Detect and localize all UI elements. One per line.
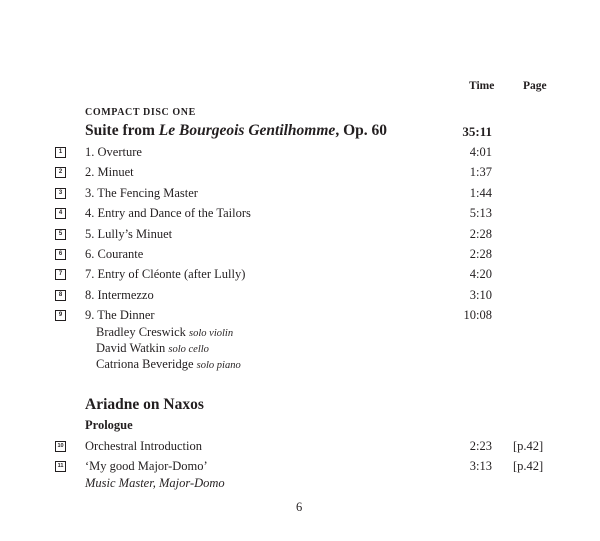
track-number-badge: 9 [55,310,66,321]
track-time: 1:37 [469,165,492,180]
track-number-badge: 11 [55,461,66,472]
suite-suffix: , Op. 60 [335,122,387,139]
track-title: 3. The Fencing Master [85,185,198,200]
performer-name: David Watkin [96,341,166,355]
track-title: 5. Lully’s Minuet [85,226,173,241]
track-number-badge: 7 [55,269,66,280]
performer-role: solo piano [196,360,241,371]
track-roles: Music Master, Major-Domo [85,476,225,490]
track-title: 8. Intermezzo [85,287,154,302]
page-number: 6 [296,500,303,514]
time-column-header: Time [469,80,495,92]
performer-role: solo violin [189,328,234,339]
track-time: 2:23 [469,439,492,453]
track-number-badge: 8 [55,290,66,301]
suite-work-title: Le Bourgeois Gentilhomme [158,122,336,139]
track-time: 5:13 [469,206,492,221]
track-number-badge: 3 [55,188,66,199]
track-number-badge: 5 [55,229,66,240]
performer-role: solo cello [168,344,209,355]
performer-name: Bradley Creswick [96,325,186,339]
opera-title: Ariadne on Naxos [85,396,204,413]
performer [96,341,209,356]
track-title: 6. Courante [85,247,144,261]
track-time: 10:08 [463,308,492,323]
section-heading: Prologue [85,418,133,432]
track-number-badge: 2 [55,167,66,178]
track-time: 3:13 [469,459,492,473]
track-title: Orchestral Introduction [85,439,202,453]
suite-title [85,122,387,140]
track-title: ‘My good Major-Domo’ [85,459,208,473]
track-page-ref: [p.42] [513,459,544,473]
performer [96,357,241,372]
page-column-header: Page [523,80,547,92]
track-title: 2. Minuet [85,165,134,180]
performer-name: Catriona Beveridge [96,357,194,371]
track-number-badge: 1 [55,147,66,158]
track-time: 3:10 [469,287,492,302]
suite-time: 35:11 [462,124,492,139]
track-title: 4. Entry and Dance of the Tailors [85,206,251,221]
track-time: 4:01 [469,145,492,159]
performer [96,325,233,340]
track-number-badge: 6 [55,249,66,260]
track-time: 1:44 [469,185,492,200]
track-number-badge: 10 [55,441,66,452]
track-number-badge: 4 [55,208,66,219]
track-time: 2:28 [469,247,492,261]
track-time: 4:20 [469,267,492,282]
disc-label: COMPACT DISC ONE [85,107,196,118]
track-title: 7. Entry of Cléonte (after Lully) [85,267,246,282]
track-title: 9. The Dinner [85,308,155,323]
suite-prefix: Suite from [85,122,159,139]
track-page-ref: [p.42] [513,439,544,453]
track-time: 2:28 [469,226,492,241]
track-title: 1. Overture [85,145,142,159]
